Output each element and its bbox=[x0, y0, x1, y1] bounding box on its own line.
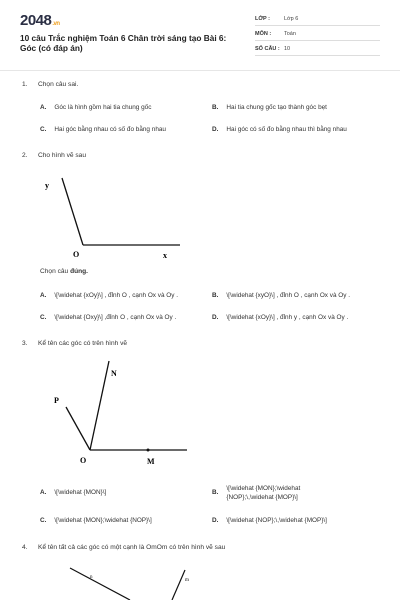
q3-option-d-letter: D. bbox=[212, 517, 219, 524]
q3-option-d[interactable] bbox=[212, 516, 327, 525]
meta-subject-key: MÔN : bbox=[255, 31, 272, 37]
q4-text: Kể tên tất cả các góc có một cạnh là OmOm có trên hình vẽ sau bbox=[38, 544, 226, 551]
q2-option-a[interactable] bbox=[40, 291, 178, 300]
q3-point-m bbox=[147, 449, 150, 452]
q4-label-m: m bbox=[185, 578, 189, 583]
q1-option-d-text: Hai góc có số đo bằng nhau thì bằng nhau bbox=[226, 126, 347, 133]
q1-option-c-letter: C. bbox=[40, 126, 47, 133]
q1-option-b[interactable] bbox=[212, 103, 327, 112]
q2-option-a-text: \[\widehat {xOy}\] , đỉnh O , cạnh Ox và Oy . bbox=[54, 292, 179, 299]
q2-angle-figure bbox=[35, 165, 195, 265]
q1-option-b-text: Hai tia chung gốc tạo thành góc bẹt bbox=[226, 104, 327, 111]
q3-option-a-text: \[\widehat {MON}\] bbox=[54, 489, 107, 496]
q2-prompt-bold: đúng. bbox=[70, 268, 89, 275]
q1-option-a[interactable] bbox=[40, 103, 151, 112]
meta-subject-value: Toán bbox=[284, 31, 296, 37]
q1-option-d-letter: D. bbox=[212, 126, 219, 133]
q3-number: 3. bbox=[22, 340, 28, 347]
q3-option-b-text bbox=[226, 484, 300, 502]
q1-option-c-text: Hai góc bằng nhau có số đo bằng nhau bbox=[54, 126, 166, 133]
q2-option-c[interactable] bbox=[40, 313, 176, 322]
site-logo[interactable] bbox=[20, 12, 60, 29]
q2-option-b-letter: B. bbox=[212, 292, 219, 299]
q2-option-b[interactable] bbox=[212, 291, 350, 300]
page-header bbox=[0, 0, 400, 70]
q3-angle-figure bbox=[45, 355, 205, 475]
q3-option-a[interactable] bbox=[40, 488, 106, 497]
q4-label-n: n bbox=[90, 575, 93, 580]
q4-ray-on bbox=[70, 568, 130, 600]
q3-label-p: P bbox=[54, 396, 59, 405]
logo-main: 2048 bbox=[20, 12, 52, 29]
meta-class-row bbox=[255, 13, 380, 26]
meta-class-key: LỚP : bbox=[255, 16, 270, 22]
meta-class-value: Lớp 6 bbox=[284, 16, 299, 22]
q4-angle-figure bbox=[60, 562, 220, 600]
q2-option-c-letter: C. bbox=[40, 314, 47, 321]
q3-option-c-letter: C. bbox=[40, 517, 47, 524]
q2-option-b-text: \[\widehat {xyO}\] , đỉnh O , cạnh Ox và Oy . bbox=[226, 292, 351, 299]
q3-option-b-line2: {NOP};\,\widehat {MOP}\] bbox=[226, 494, 298, 501]
q2-option-d-text: \[\widehat {xOy}\] , đỉnh y , cạnh Ox và Oy . bbox=[226, 314, 349, 321]
q3-option-c-text: \[\widehat {MON};\widehat {NOP}\] bbox=[54, 517, 152, 524]
meta-count-row bbox=[255, 43, 380, 56]
q1-option-b-letter: B. bbox=[212, 104, 219, 111]
q1-option-a-letter: A. bbox=[40, 104, 47, 111]
q3-option-c[interactable] bbox=[40, 516, 152, 525]
meta-subject-row bbox=[255, 28, 380, 41]
q1-number: 1. bbox=[22, 81, 28, 88]
q1-text: Chọn câu sai. bbox=[38, 81, 79, 88]
q1-option-a-text: Góc là hình gồm hai tia chung gốc bbox=[54, 104, 152, 111]
q3-option-b[interactable] bbox=[212, 484, 300, 502]
q4-number: 4. bbox=[22, 544, 28, 551]
q2-number: 2. bbox=[22, 152, 28, 159]
q3-ray-on bbox=[90, 361, 109, 450]
q3-option-d-text: \[\widehat {NOP};\,\widehat {MOP}\] bbox=[226, 517, 327, 524]
q2-text: Cho hình vẽ sau bbox=[38, 152, 87, 159]
q3-label-o: O bbox=[80, 456, 87, 465]
q3-option-b-letter: B. bbox=[212, 489, 219, 496]
meta-count-value: 10 bbox=[284, 46, 291, 52]
q3-option-a-letter: A. bbox=[40, 489, 47, 496]
q3-text: Kể tên các góc có trên hình vẽ bbox=[38, 340, 128, 347]
q2-label-o: O bbox=[73, 250, 80, 259]
header-divider bbox=[0, 70, 400, 71]
q2-option-a-letter: A. bbox=[40, 292, 47, 299]
q2-option-c-text: \[\widehat {Oxy}\] ,đỉnh O , cạnh Ox và Oy . bbox=[54, 314, 177, 321]
meta-count-key: SỐ CÂU : bbox=[255, 46, 280, 52]
q3-label-n: N bbox=[111, 369, 117, 378]
q2-ray-oy bbox=[62, 178, 83, 245]
q2-label-x: x bbox=[163, 251, 167, 260]
q3-option-b-line1: \[\widehat {MON};\widehat bbox=[226, 485, 301, 492]
page-title: 10 câu Trắc nghiệm Toán 6 Chân trời sáng tạo Bài 6: Góc (có đáp án) bbox=[20, 33, 227, 53]
q2-option-d[interactable] bbox=[212, 313, 348, 322]
q4-ray-om bbox=[172, 570, 185, 600]
q1-option-d[interactable] bbox=[212, 125, 347, 134]
q3-label-m: M bbox=[147, 457, 155, 466]
q2-prompt-pre: Chọn câu bbox=[40, 268, 71, 275]
q1-option-c[interactable] bbox=[40, 125, 166, 134]
q2-option-d-letter: D. bbox=[212, 314, 219, 321]
logo-domain: .vn bbox=[52, 21, 60, 27]
q2-prompt bbox=[40, 268, 88, 275]
q3-ray-op bbox=[66, 407, 90, 450]
q2-label-y: y bbox=[45, 181, 49, 190]
